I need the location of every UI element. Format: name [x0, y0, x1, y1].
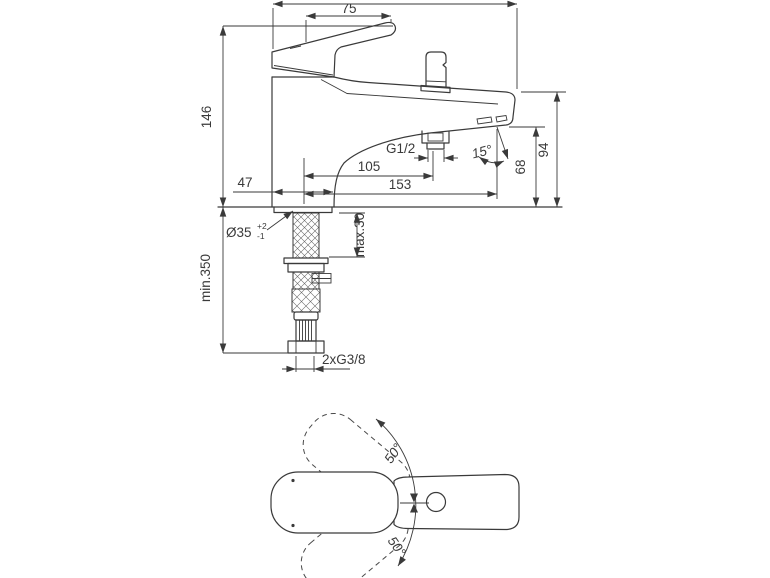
- aerator-mark-1: [477, 117, 492, 124]
- top-view-handle: [271, 472, 398, 533]
- dim-label-75: 75: [341, 1, 357, 16]
- hole-diameter-label: Ø35: [226, 225, 252, 240]
- thread-label-2xg38: 2xG3/8: [322, 352, 366, 367]
- hose-rib-lines: [300, 320, 312, 341]
- dimension-hole-diameter: [226, 211, 293, 241]
- side-view-drawing: [198, 1, 566, 372]
- dimension-75: [306, 1, 391, 42]
- dimension-153: [304, 129, 497, 199]
- shower-outlet-bore: [428, 133, 443, 141]
- dimension-68: [509, 127, 545, 207]
- dim-label-68: 68: [513, 159, 528, 175]
- diverter-knob-top-view: [427, 493, 446, 512]
- handle-screw-dot-top: [291, 479, 294, 482]
- shower-outlet-lip: [427, 143, 444, 149]
- dim-label-max30: max.30: [352, 212, 367, 258]
- dim-label-94: 94: [536, 142, 551, 158]
- threaded-tail-upper: [293, 213, 319, 258]
- supply-hose-assembly: [284, 213, 331, 353]
- aerator-mark-2: [496, 116, 507, 123]
- dimension-15deg: [470, 127, 508, 163]
- dimension-max-30: [329, 213, 367, 257]
- base-plate: [274, 207, 332, 213]
- hose-ribbed-section: [296, 320, 316, 341]
- dim-label-105: 105: [357, 159, 381, 174]
- dim-label-47: 47: [237, 175, 253, 190]
- spout-inner-edge: [321, 80, 498, 105]
- dimension-overall-top: [273, 4, 517, 89]
- dim-label-146: 146: [199, 105, 214, 129]
- hose-hex-facets: [296, 341, 316, 353]
- dimension-105: [304, 151, 433, 204]
- hose-hex-nut: [288, 341, 324, 353]
- hole-tolerance-plus: +2: [257, 221, 267, 231]
- handle-lever-outline: [272, 22, 396, 77]
- mounting-nut-flange: [284, 258, 328, 264]
- top-view-drawing: [271, 403, 519, 578]
- hole-tolerance-minus: -1: [257, 231, 265, 241]
- angle-label-15: 15°: [470, 141, 494, 162]
- dimension-94: [521, 92, 566, 207]
- diverter-knob-line: [426, 81, 446, 82]
- dim-label-min350: min.350: [198, 253, 213, 303]
- angle-label-50-lower: 50°: [384, 533, 409, 560]
- dimension-47: [233, 175, 333, 192]
- braided-hose: [292, 289, 320, 312]
- angle-label-50-upper: 50°: [381, 440, 406, 467]
- hose-ferrule: [294, 312, 318, 320]
- dim-label-153: 153: [388, 177, 412, 192]
- threaded-tail-lower: [293, 272, 319, 289]
- top-view-body-spout: [394, 475, 519, 530]
- dimension-146: [199, 26, 393, 207]
- thread-label-g12: G1/2: [386, 141, 416, 156]
- handle-wedge-line: [274, 66, 333, 76]
- dimension-g12: [386, 141, 458, 162]
- dimension-2xg38: [282, 352, 366, 372]
- handle-screw-dot-bottom: [291, 524, 294, 527]
- mounting-nut-body: [288, 264, 324, 273]
